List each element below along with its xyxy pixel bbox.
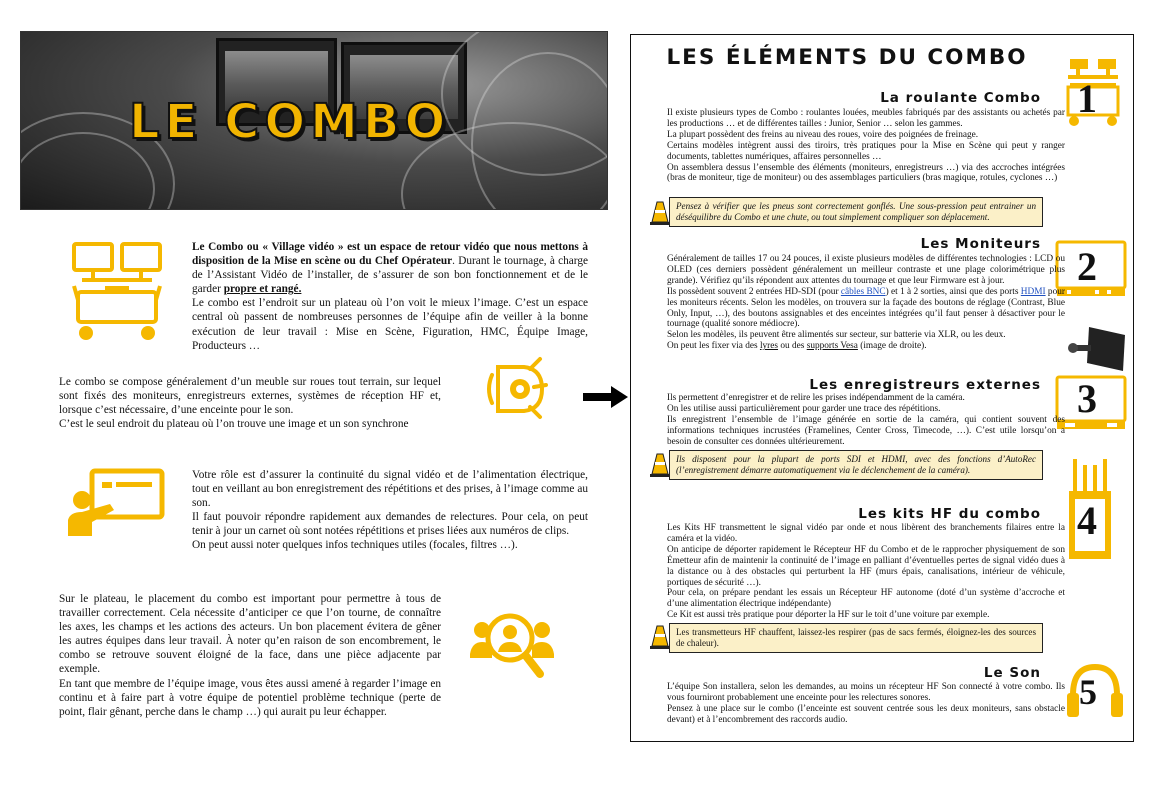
section-4-note: Les transmetteurs HF chauffent, laissez-les respirer (pas de sacs fermés, éloignez-les des sources de chaleur). [669,623,1043,653]
s3-line: On les utilise aussi particulièrement pour garder une trace des répétitions. [667,403,941,414]
s5-line: L’équipe Son installera, selon les demandes, au moins un récepteur HF Son connecté à votre combo. Ils vous fourniront probablement une enceinte pour les relectures sonores. [667,682,1065,703]
s2-text: ) et 1 à 2 sorties, ainsi que des ports [885,286,1021,297]
s2-line: Généralement de tailles 17 ou 24 pouces, il existe plusieurs modèles de différentes technologies : LCD ou OLED (ces derniers possèdent généralement un meilleur contraste et une plage colorimétrique plus grande). Vérifiez qu’ils répondent aux attentes du tournage et que leur Firmware est à jour. [667,254,1065,286]
bnc-cables-link[interactable]: câbles BNC [840,286,886,297]
s4-line: Pour cela, on prépare pendant les essais un Récepteur HF autonome (doté d’un système d’accroche et d’une alimentation électrique indépendante) [667,588,1065,610]
s3-line: Ils permettent d’enregistrer et de relire les prises indépendamment de la caméra. [667,393,965,403]
section-4-title: Les kits HF du combo [858,506,1041,522]
camera-gear-icon [484,355,550,423]
section-2-number: 2 [1077,244,1097,289]
banner-title: LE COMBO [129,94,451,150]
team-search-icon [468,608,556,684]
s3-line: Ils enregistrent l’ensemble de l’image générée en sortie de la caméra, qui contient souvent des informations techniques incrustées (Framelines, Center Cross, Timecode, …). C’est utile lorsqu’on a besoin de consulter ces données ultérieurement. [667,414,1065,447]
intro-text-2: Le combo est l’endroit sur un plateau où l’on voit le mieux l’image. C’est un espace central où passent de nombreuses personnes de l’équipe afin de veiller à la bonne exécution de leur travail : Mise en Scène, Figuration, HMC, Équipe Image, Producteurs … [192,297,588,352]
role-paragraph [192,468,588,553]
placement-text: Sur le plateau, le placement du combo est important pour permettre à tous de travailler correctement. Cela nécessite d’anticiper ce que l’on tourne, de connaître les axes, les champs et les actions des acteurs. Un bon placement évitera de gêner les autres équipes dans leur travail. À noter qu’en raison de son encombrement, le combo se retrouve souvent éloigné de la face, dans une pièce adjacente par exemple. [59,593,441,676]
section-2-text [667,254,1065,352]
elements-title: LES ÉLÉMENTS DU COMBO [666,45,1028,70]
s1-line: La plupart possèdent des freins au niveau des roues, voire des poignées de freinage. [667,129,979,140]
section-4-number: 4 [1077,498,1097,543]
combo-cart-icon [70,240,165,344]
role-text-3: On peut aussi noter quelques infos techniques utiles (focales, filtres …). [192,539,518,552]
s4-line: Les Kits HF transmettent le signal vidéo par onde et nous libèrent des branchements filaires entre la caméra et la vidéo. [667,523,1065,544]
s2-text: On peut les fixer via des [667,341,760,352]
placement-paragraph [59,592,441,719]
s1-line: Il existe plusieurs types de Combo : roulantes louées, meubles fabriqués par des assistants ou achetés par les productions … et de différentes tailles : Junior, Senior … selon les gammes. [667,108,1065,129]
vesa-link[interactable]: supports Vesa [806,341,858,352]
section-3-text [667,393,1065,448]
combo-description: Le combo se compose généralement d’un meuble sur roues tout terrain, sur lequel sont fixés des moniteurs, enregistreurs externes, systèmes de réception HF et, lorsque c’est nécessaire, d’une enceinte pour le son. [59,376,441,417]
s2-text: ou des [778,341,807,352]
section-3-note: Ils disposent pour la plupart de ports SDI et HDMI, avec des fonctions d’AutoRec (l’enregistrement démarre automatiquement via le déclenchement de la caméra). [669,450,1043,480]
s2-text: (image de droite). [857,341,927,352]
section-2-title: Les Moniteurs [920,236,1041,252]
s4-line: Ce Kit est aussi très pratique pour déporter la HF sur le toit d’une voiture par exemple. [667,610,990,621]
s5-line: Pensez à une place sur le combo (l’enceinte est souvent centrée sous les deux moniteurs, sans obstacle devant) et à l’encombrement des raccords audio. [667,703,1065,725]
section-1-note: Pensez à vérifier que les pneus sont correctement gonflés. Une sous-pression peut entrainer un déséquilibre du Combo et une chute, ou tout simplement compliquer son déplacement. [669,197,1043,227]
s1-line: On assemblera dessus l’ensemble des éléments (moniteurs, enregistreurs …) via des accroches intégrées (bras de moniteur, tige de moniteur) ou des assemblages particuliers (bras magique, rotules, cyclones …) [667,162,1065,184]
section-4-text [667,523,1065,621]
vesa-mount-icon [1067,323,1129,373]
elements-panel [630,34,1134,742]
teacher-board-icon [62,468,166,538]
arrow-right-icon [583,385,629,409]
traffic-cone-icon [649,200,671,226]
lyres-link[interactable]: lyres [759,341,779,352]
hdmi-link[interactable]: HDMI [1020,286,1046,297]
role-text-2: Il faut pouvoir répondre rapidement aux demandes de relectures. Pour cela, on peut tenir à jour un carnet où sont notées répétitions et prises liées aux numéros de clips. [192,511,588,538]
combo-description-paragraph [59,375,441,431]
s2-text: Ils possèdent souvent 2 entrées HD-SDI (pour [667,286,841,297]
section-1-number: 1 [1077,76,1097,121]
banner-image [20,31,608,210]
section-5-title: Le Son [983,665,1041,681]
section-3-number: 3 [1077,376,1097,421]
section-5-number: 5 [1079,672,1097,712]
intro-text: . Durant le tournage, à charge de l’Assistant Vidéo de l’installer, de s’assurer de son bon fonctionnement et de le garder [192,255,588,296]
section-1-title: La roulante Combo [880,90,1041,106]
role-text: Votre rôle est d’assurer la continuité du signal vidéo et de l’alimentation électrique, tout en veillant au bon enregistrement des répétitions et des prises, à l’image comme au son. [192,469,588,510]
s2-line: Selon les modèles, ils peuvent être alimentés sur secteur, sur batterie via XLR, ou les deux. [667,330,1006,341]
traffic-cone-icon [649,624,671,650]
intro-emphasis: propre et rangé. [223,283,302,296]
intro-bold: Le Combo ou « Village vidéo » est un espace de retour vidéo que nous mettons à disposition de la Mise en scène ou du Chef Opérateur [192,241,588,268]
traffic-cone-icon [649,452,671,478]
section-3-title: Les enregistreurs externes [809,377,1041,393]
s2-text: pour les moniteurs récents. Selon les modèles, on trouvera sur la façade des boutons de réglage (Contrast, Blue Only, Input, …), des boutons assignables et des enceintes intégrées qu’il faut penser à désactiver pour le tournage (qualité sonore médiocre). [667,286,1065,330]
placement-text-2: En tant que membre de l’équipe image, vous êtes aussi amené à regarder l’image en continu et à faire part à votre équipe de potentiel problème technique (perte de point, flair gênant, perche dans le champ …) qui aurait pu leur échapper. [59,677,441,718]
s1-line: Certains modèles intègrent aussi des tiroirs, très pratiques pour la Mise en Scène qui peut y ranger documents, tablettes numériques, affaires personnelles … [667,140,1065,162]
section-1-text [667,108,1065,184]
section-5-text [667,682,1065,726]
combo-description-2: C’est le seul endroit du plateau où l’on trouve une image et un son synchrone [59,418,409,431]
s4-line: On anticipe de déporter rapidement le Récepteur HF du Combo et de le rapprocher physiquement de son Émetteur afin de maintenir la continuité de l’image en palliant d’éventuelles pertes de signal vidéo dues à la distance ou à des obstacles qui perturbent la HF (murs épais, canalisations, intérieur de véhicule, portiques de sécurité …). [667,544,1065,588]
intro-paragraph [192,240,588,353]
